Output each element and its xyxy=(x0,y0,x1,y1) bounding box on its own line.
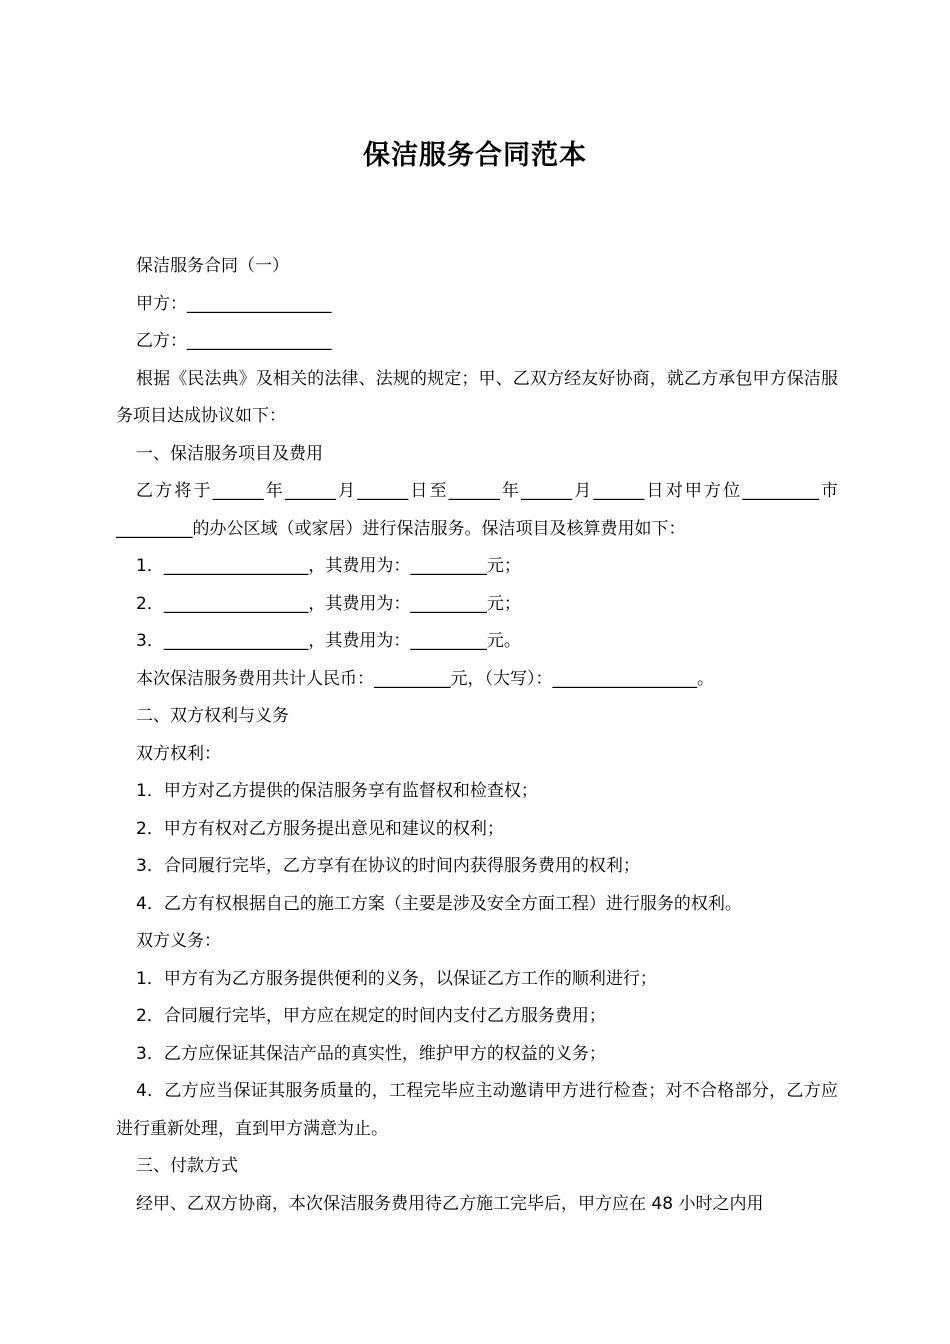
paragraph: 经甲、乙双方协商，本次保洁服务费用待乙方施工完毕后，甲方应在 48 小时之内用 xyxy=(136,1193,764,1214)
paragraph: 乙方将于______年______月______日至______年______月______日对甲方位_________市_________的办公区域（或家居）进行保洁服务。保洁项目及核算费用如下： xyxy=(116,481,838,539)
list-item: 4．乙方有权根据自己的施工方案（主要是涉及安全方面工程）进行服务的权利。 xyxy=(136,893,742,914)
subheading: 双方权利： xyxy=(136,743,221,764)
list-item: 1．甲方对乙方提供的保洁服务享有监督权和检查权； xyxy=(136,781,538,801)
list-item: 3．乙方应保证其保洁产品的真实性，维护甲方的权益的义务； xyxy=(136,1043,606,1064)
party-a-field: 甲方：_________________ xyxy=(136,293,332,314)
list-item: 2．甲方有权对乙方服务提出意见和建议的权利； xyxy=(136,818,504,839)
party-b-field: 乙方：_________________ xyxy=(136,331,332,351)
list-item: 2．合同履行完毕，甲方应在规定的时间内支付乙方服务费用； xyxy=(136,1006,606,1026)
list-item: 1．_________________，其费用为：_________元； xyxy=(136,556,521,576)
subheading: 双方义务： xyxy=(136,931,221,951)
section-heading: 二、双方权利与义务 xyxy=(136,706,289,726)
paragraph: 本次保洁服务费用共计人民币：_________元，（大写）：_________________。 xyxy=(136,668,714,689)
document-title: 保洁服务合同范本 xyxy=(363,140,587,171)
list-item: 3．合同履行完毕，乙方享有在协议的时间内获得服务费用的权利； xyxy=(136,856,640,876)
section-heading: 一、保洁服务项目及费用 xyxy=(136,443,323,464)
document-body xyxy=(116,248,838,1223)
list-item: 4．乙方应当保证其服务质量的，工程完毕应主动邀请甲方进行检查；对不合格部分，乙方应进行重新处理，直到甲方满意为止。 xyxy=(116,1081,838,1139)
list-item: 1．甲方有为乙方服务提供便利的义务，以保证乙方工作的顺利进行； xyxy=(136,968,657,989)
list-item: 3．_________________，其费用为：_________元。 xyxy=(136,631,521,651)
paragraph: 根据《民法典》及相关的法律、法规的规定；甲、乙双方经友好协商，就乙方承包甲方保洁服务项目达成协议如下： xyxy=(116,368,838,426)
paragraph: 保洁服务合同（一） xyxy=(136,256,289,276)
list-item: 2．_________________，其费用为：_________元； xyxy=(136,593,521,614)
section-heading: 三、付款方式 xyxy=(136,1156,238,1176)
